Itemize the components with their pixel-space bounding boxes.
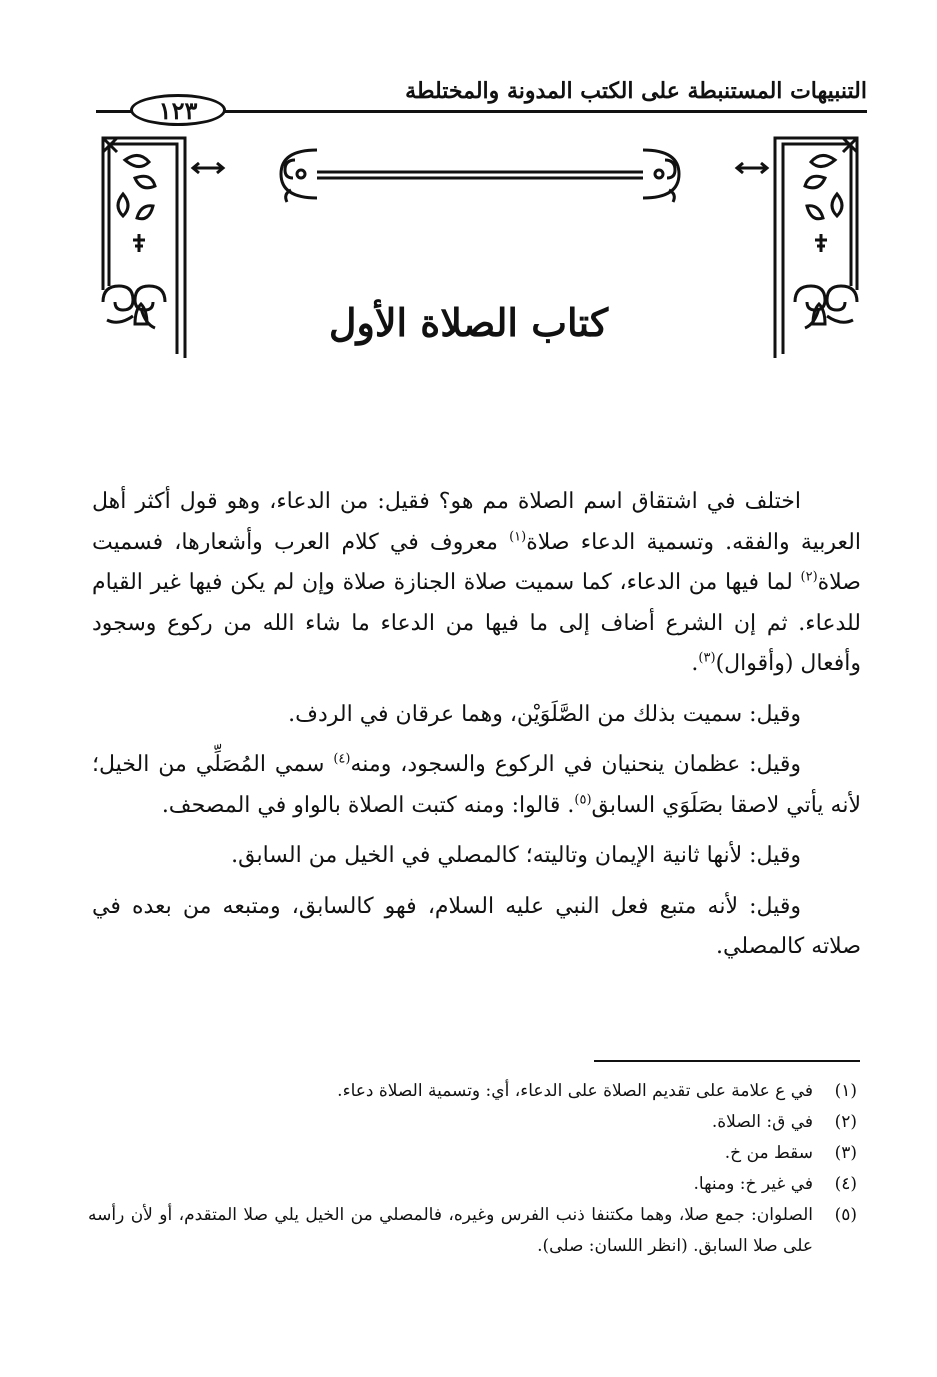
page-number-text: ١٢٣ [158,95,198,125]
footnote-text: سقط من خ. [724,1143,813,1163]
footnote-text: الصلوان: جمع صلا، وهما مكتنفا ذنب الفرس وغيره، فالمصلي من الخيل يلي صلا المتقدم، أو لأن رأسه على صلا السابق. (انظر اللسان: صلى). [88,1205,813,1256]
footnote-ref: (٥) [574,792,592,808]
footnote [88,1138,857,1169]
footnote-ref: (١) [509,529,527,545]
footnote-number: (٤) [834,1174,857,1194]
text-run: اختلف في اشتقاق اسم الصلاة مم هو؟ فقيل: من الدعاء، وهو قول أكثر أهل العربية والفقه. وتسمية الدعاء صلاة [92,489,861,555]
paragraph [92,482,861,685]
footnote-number: (٢) [834,1112,857,1132]
running-header [96,74,867,125]
page-number [130,94,226,126]
footnote-divider [594,1060,860,1062]
footnotes [88,1076,857,1262]
text-run: وقيل: عظمان ينحنيان في الركوع والسجود، ومنه [350,752,801,777]
running-title: التنبيهات المستنبطة على الكتب المدونة والمختلطة [405,78,867,104]
footnote-number: (١) [834,1081,857,1101]
footnote-text: في غير خ: ومنها. [693,1174,813,1194]
text-run: . قالوا: ومنه كتبت الصلاة بالواو في المصحف. [161,792,575,818]
text-run: لما فيها من الدعاء، كما سميت صلاة الجنازة صلاة وإن لم يكن فيها غير القيام للدعاء. ثم إن الشرع أضاف إلى ما فيها من الدعاء ما شاء الله من ركوع وسجود وأفعال (وأقوال) [92,570,861,676]
footnote-ref: (٣) [698,650,716,666]
footnote-number: (٥) [834,1205,857,1225]
footnote [88,1076,857,1107]
footnote [88,1200,857,1262]
main-text [92,482,861,978]
text-run: معروف في كلام العرب وأشعارها، فسميت صلاة [92,529,861,595]
footnote-text: في ق: الصلاة. [711,1112,813,1132]
footnote [88,1169,857,1200]
paragraph: وقيل: لأنها ثانية الإيمان وتاليته؛ كالمصلي في الخيل من السابق. [231,843,801,868]
text-run: . [691,651,699,676]
text-run: سمي المُصَلِّي من الخيل؛ لأنه يأتي لاصقا بصَلَوَي السابق [92,752,861,818]
footnote-text: في ع علامة على تقديم الصلاة على الدعاء، أي: وتسمية الصلاة دعاء. [337,1081,813,1101]
paragraph [92,745,861,826]
footnote-ref: (٤) [333,751,351,767]
footnote-number: (٣) [834,1143,857,1163]
footnote-ref: (٢) [800,569,818,585]
footnote [88,1107,857,1138]
paragraph: وقيل: لأنه متبع فعل النبي عليه السلام، فهو كالسابق، ومتبعه من بعده في صلاته كالمصلي. [92,893,861,959]
paragraph: وقيل: سميت بذلك من الصَّلَوَيْن، وهما عرقان في الردف. [288,701,801,727]
chapter-title: كتاب الصلاة الأول [328,300,609,345]
